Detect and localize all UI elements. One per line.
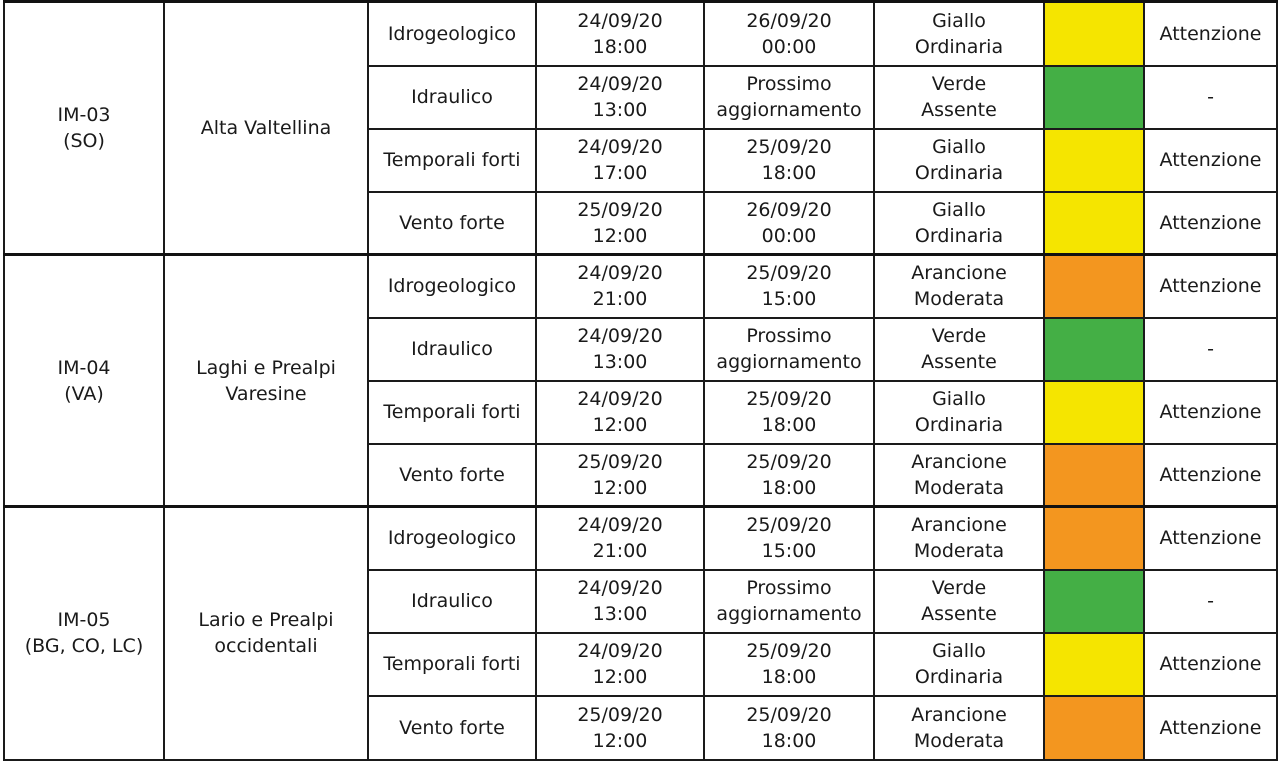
zone-name-line: Laghi e Prealpi [196,356,336,379]
level-color-swatch [1044,2,1144,66]
start-date: 24/09/20 [577,514,663,537]
level-name: Ordinaria [914,162,1004,184]
zone-province: (VA) [64,382,104,405]
criticality-level-cell [874,570,1044,633]
start-time: 12:00 [592,666,648,688]
end-line-2: 00:00 [761,224,817,247]
end-line-2: 15:00 [761,540,817,563]
level-color-name: Verde [931,325,987,347]
start-date: 24/09/20 [577,388,663,410]
operational-phase: Attenzione [1159,653,1262,675]
risk-type: Idrogeologico [387,527,517,550]
end-cell [704,192,874,255]
level-name: Ordinaria [914,414,1004,436]
level-color-name: Arancione [911,514,1007,537]
zone-name-line: Lario e Prealpi [198,609,334,632]
start-time: 13:00 [592,603,648,625]
start-date: 24/09/20 [577,640,663,662]
level-color-name: Arancione [911,703,1007,726]
level-color-swatch [1044,633,1144,696]
end-line-1: 25/09/20 [746,640,832,662]
risk-type: Vento forte [399,211,505,234]
criticality-level-cell [874,381,1044,444]
risk-type: Idraulico [411,590,493,612]
level-color-name: Arancione [911,450,1007,473]
zone-code: IM-04 [57,356,111,379]
level-color-swatch [1044,570,1144,633]
start-cell [536,66,704,129]
level-color-name: Giallo [932,198,986,221]
level-color-swatch [1044,192,1144,255]
start-cell [536,192,704,255]
level-color-name: Verde [931,73,987,95]
end-cell [704,318,874,381]
end-cell [704,570,874,633]
level-color-swatch [1044,507,1144,570]
start-time: 21:00 [592,540,648,563]
risk-type-cell [368,129,536,192]
start-date: 25/09/20 [577,703,663,726]
end-cell [704,2,874,66]
level-color-name: Giallo [932,640,986,662]
operational-phase: Attenzione [1159,527,1262,550]
end-line-1: 26/09/20 [746,198,832,221]
criticality-level-cell [874,633,1044,696]
zone-code-cell [4,507,164,760]
criticality-level-cell [874,192,1044,255]
end-line-2: aggiornamento [716,603,862,625]
zone-code: IM-05 [57,609,111,632]
level-name: Moderata [913,729,1005,752]
start-cell [536,129,704,192]
zone-name-cell [164,507,368,760]
alert-table [3,0,1278,761]
criticality-level-cell [874,696,1044,760]
end-line-2: 18:00 [761,666,817,688]
operational-phase-cell [1144,507,1277,570]
zone-name-line: Alta Valtellina [200,117,332,139]
level-color-swatch [1044,318,1144,381]
risk-type-cell [368,633,536,696]
end-line-2: 15:00 [761,288,817,311]
level-color-swatch [1044,66,1144,129]
end-line-1: 25/09/20 [746,136,832,158]
level-name: Assente [921,603,997,625]
level-color-swatch [1044,444,1144,507]
end-line-2: aggiornamento [716,99,862,121]
operational-phase-cell [1144,129,1277,192]
risk-type-cell [368,192,536,255]
operational-phase-cell [1144,66,1277,129]
level-color-name: Giallo [932,9,986,32]
risk-type: Idraulico [411,338,493,360]
end-line-1: 25/09/20 [746,388,832,410]
end-cell [704,507,874,570]
zone-name-cell [164,2,368,255]
start-cell [536,318,704,381]
operational-phase-cell [1144,255,1277,318]
end-line-1: Prossimo [746,577,832,599]
end-line-1: Prossimo [746,325,832,347]
start-cell [536,570,704,633]
table-row [4,2,1277,66]
end-cell [704,129,874,192]
end-line-2: 18:00 [761,162,817,184]
end-line-2: 18:00 [761,729,817,752]
start-time: 21:00 [592,288,648,311]
level-name: Moderata [913,476,1005,499]
level-color-swatch [1044,696,1144,760]
operational-phase: Attenzione [1159,401,1262,423]
start-date: 24/09/20 [577,9,663,32]
level-color-name: Arancione [911,262,1007,285]
level-color-swatch [1044,381,1144,444]
end-line-1: 25/09/20 [746,262,832,285]
start-time: 12:00 [592,476,648,499]
risk-type: Idrogeologico [387,22,517,45]
zone-name-cell [164,255,368,507]
table-row [4,255,1277,318]
start-cell [536,696,704,760]
end-line-2: 18:00 [761,476,817,499]
operational-phase-cell [1144,2,1277,66]
operational-phase-cell [1144,444,1277,507]
end-line-2: 18:00 [761,414,817,436]
level-name: Assente [921,99,997,121]
start-cell [536,381,704,444]
start-date: 24/09/20 [577,325,663,347]
operational-phase: - [1207,86,1214,108]
level-color-name: Giallo [932,136,986,158]
start-cell [536,633,704,696]
end-line-1: Prossimo [746,73,832,95]
end-line-2: 00:00 [761,35,817,58]
risk-type-cell [368,2,536,66]
risk-type-cell [368,444,536,507]
start-time: 12:00 [592,224,648,247]
risk-type-cell [368,507,536,570]
criticality-level-cell [874,129,1044,192]
level-color-name: Verde [931,577,987,599]
risk-type-cell [368,570,536,633]
start-date: 24/09/20 [577,73,663,95]
operational-phase: Attenzione [1159,149,1262,171]
start-cell [536,2,704,66]
level-color-swatch [1044,129,1144,192]
start-date: 24/09/20 [577,136,663,158]
zone-code: IM-03 [57,104,111,126]
risk-type: Vento forte [399,716,505,739]
level-name: Moderata [913,540,1005,563]
table-row [4,507,1277,570]
end-cell [704,696,874,760]
table-body [4,2,1277,760]
start-cell [536,255,704,318]
zone-province: (BG, CO, LC) [24,635,144,658]
operational-phase-cell [1144,696,1277,760]
start-time: 12:00 [592,414,648,436]
risk-type-cell [368,255,536,318]
start-time: 17:00 [592,162,648,184]
operational-phase-cell [1144,381,1277,444]
operational-phase-cell [1144,633,1277,696]
risk-type-cell [368,66,536,129]
end-cell [704,255,874,318]
operational-phase: - [1207,338,1214,360]
operational-phase-cell [1144,570,1277,633]
end-line-2: aggiornamento [716,351,862,373]
operational-phase: Attenzione [1159,716,1262,739]
level-name: Ordinaria [914,666,1004,688]
operational-phase: Attenzione [1159,463,1262,486]
risk-type: Idraulico [411,86,493,108]
operational-phase: Attenzione [1159,22,1262,45]
end-cell [704,444,874,507]
operational-phase: Attenzione [1159,211,1262,234]
level-name: Ordinaria [914,224,1004,247]
criticality-level-cell [874,318,1044,381]
risk-type-cell [368,318,536,381]
criticality-level-cell [874,2,1044,66]
risk-type: Temporali forti [383,149,521,171]
end-cell [704,381,874,444]
zone-code-cell [4,255,164,507]
risk-type: Vento forte [399,463,505,486]
start-date: 25/09/20 [577,198,663,221]
criticality-level-cell [874,66,1044,129]
operational-phase: Attenzione [1159,275,1262,298]
end-line-1: 26/09/20 [746,9,832,32]
end-line-1: 25/09/20 [746,514,832,537]
start-time: 13:00 [592,99,648,121]
start-date: 24/09/20 [577,577,663,599]
start-time: 13:00 [592,351,648,373]
end-line-1: 25/09/20 [746,450,832,473]
criticality-level-cell [874,507,1044,570]
risk-type-cell [368,696,536,760]
level-name: Ordinaria [914,35,1004,58]
zone-code-cell [4,2,164,255]
risk-type-cell [368,381,536,444]
start-time: 18:00 [592,35,648,58]
criticality-level-cell [874,444,1044,507]
level-name: Assente [921,351,997,373]
end-cell [704,633,874,696]
risk-type: Temporali forti [383,653,521,675]
zone-province: (SO) [63,130,105,152]
end-cell [704,66,874,129]
risk-type: Temporali forti [383,401,521,423]
start-cell [536,507,704,570]
level-color-name: Giallo [932,388,986,410]
start-time: 12:00 [592,729,648,752]
start-date: 25/09/20 [577,450,663,473]
zone-name-line: occidentali [214,635,318,658]
criticality-level-cell [874,255,1044,318]
start-cell [536,444,704,507]
end-line-1: 25/09/20 [746,703,832,726]
risk-type: Idrogeologico [387,275,517,298]
level-color-swatch [1044,255,1144,318]
zone-name-line: Varesine [225,382,307,405]
level-name: Moderata [913,288,1005,311]
operational-phase-cell [1144,192,1277,255]
start-date: 24/09/20 [577,262,663,285]
operational-phase: - [1207,590,1214,612]
operational-phase-cell [1144,318,1277,381]
